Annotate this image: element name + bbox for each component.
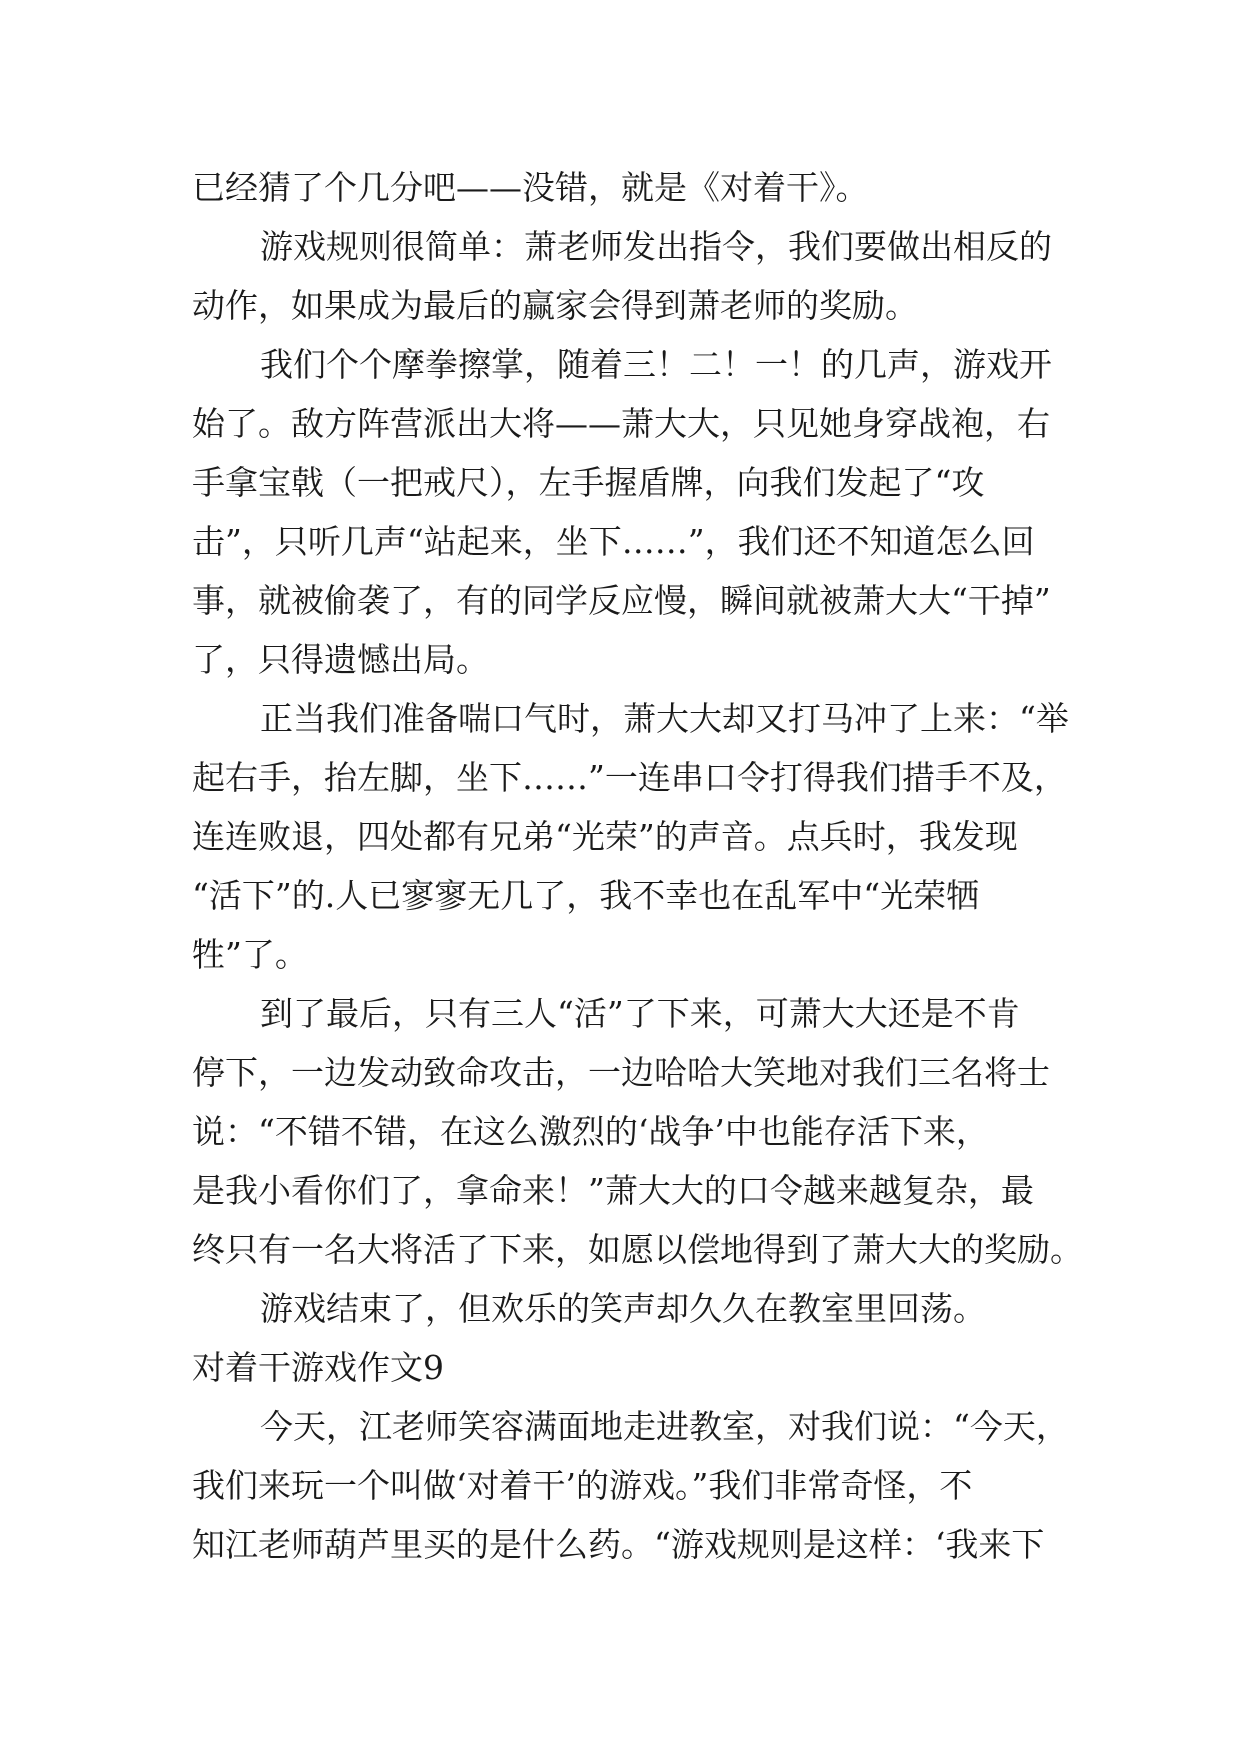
text-line: 终只有一名大将活了下来，如愿以偿地得到了萧大大的奖励。 [192,1230,1083,1269]
text-line: 起右手，抬左脚，坐下……”一连串口令打得我们措手不及， [192,758,1067,797]
text-line: 我们来玩一个叫做‘对着干’的游戏。”我们非常奇怪，不 [192,1466,973,1505]
paragraph-start-line: 正当我们准备喘口气时，萧大大却又打马冲了上来：“举 [260,699,1069,738]
text-line: 停下，一边发动致命攻击，一边哈哈大笑地对我们三名将士 [192,1053,1050,1092]
document-body [192,158,1083,1574]
paragraph-start-line: 今天，江老师笑容满面地走进教室，对我们说：“今天， [260,1407,1069,1446]
text-line: 知江老师葫芦里买的是什么药。“游戏规则是这样：‘我来下 [192,1525,1045,1564]
text-line: 说：“不错不错，在这么激烈的‘战争’中也能存活下来， [192,1112,989,1151]
paragraph-start-line: 游戏规则很简单：萧老师发出指令，我们要做出相反的 [260,227,1052,266]
section-heading: 对着干游戏作文9 [192,1348,444,1387]
paragraph-start-line: 到了最后，只有三人“活”了下来，可萧大大还是不肯 [260,994,1020,1033]
text-line: 了，只得遗憾出局。 [192,640,489,679]
text-line: 动作，如果成为最后的赢家会得到萧老师的奖励。 [192,286,918,325]
text-line: 已经猜了个几分吧——没错，就是《对着干》。 [192,168,869,207]
text-line: 事，就被偷袭了，有的同学反应慢，瞬间就被萧大大“干掉” [192,581,1051,620]
text-line: 牲”了。 [192,935,308,974]
paragraph-start-line: 我们个个摩拳擦掌，随着三！二！一！的几声，游戏开 [260,345,1052,384]
text-line: “活下”的.人已寥寥无几了，我不幸也在乱军中“光荣牺 [192,876,980,915]
text-line: 手拿宝戟（一把戒尺），左手握盾牌，向我们发起了“攻 [192,463,985,502]
paragraph-start-line: 游戏结束了，但欢乐的笑声却久久在教室里回荡。 [260,1289,986,1328]
text-line: 是我小看你们了，拿命来！”萧大大的口令越来越复杂，最 [192,1171,1034,1210]
text-line: 连连败退，四处都有兄弟“光荣”的声音。点兵时，我发现 [192,817,1018,856]
text-line: 击”，只听几声“站起来，坐下……”，我们还不知道怎么回 [192,522,1035,561]
text-line: 始了。敌方阵营派出大将——萧大大，只见她身穿战袍，右 [192,404,1050,443]
